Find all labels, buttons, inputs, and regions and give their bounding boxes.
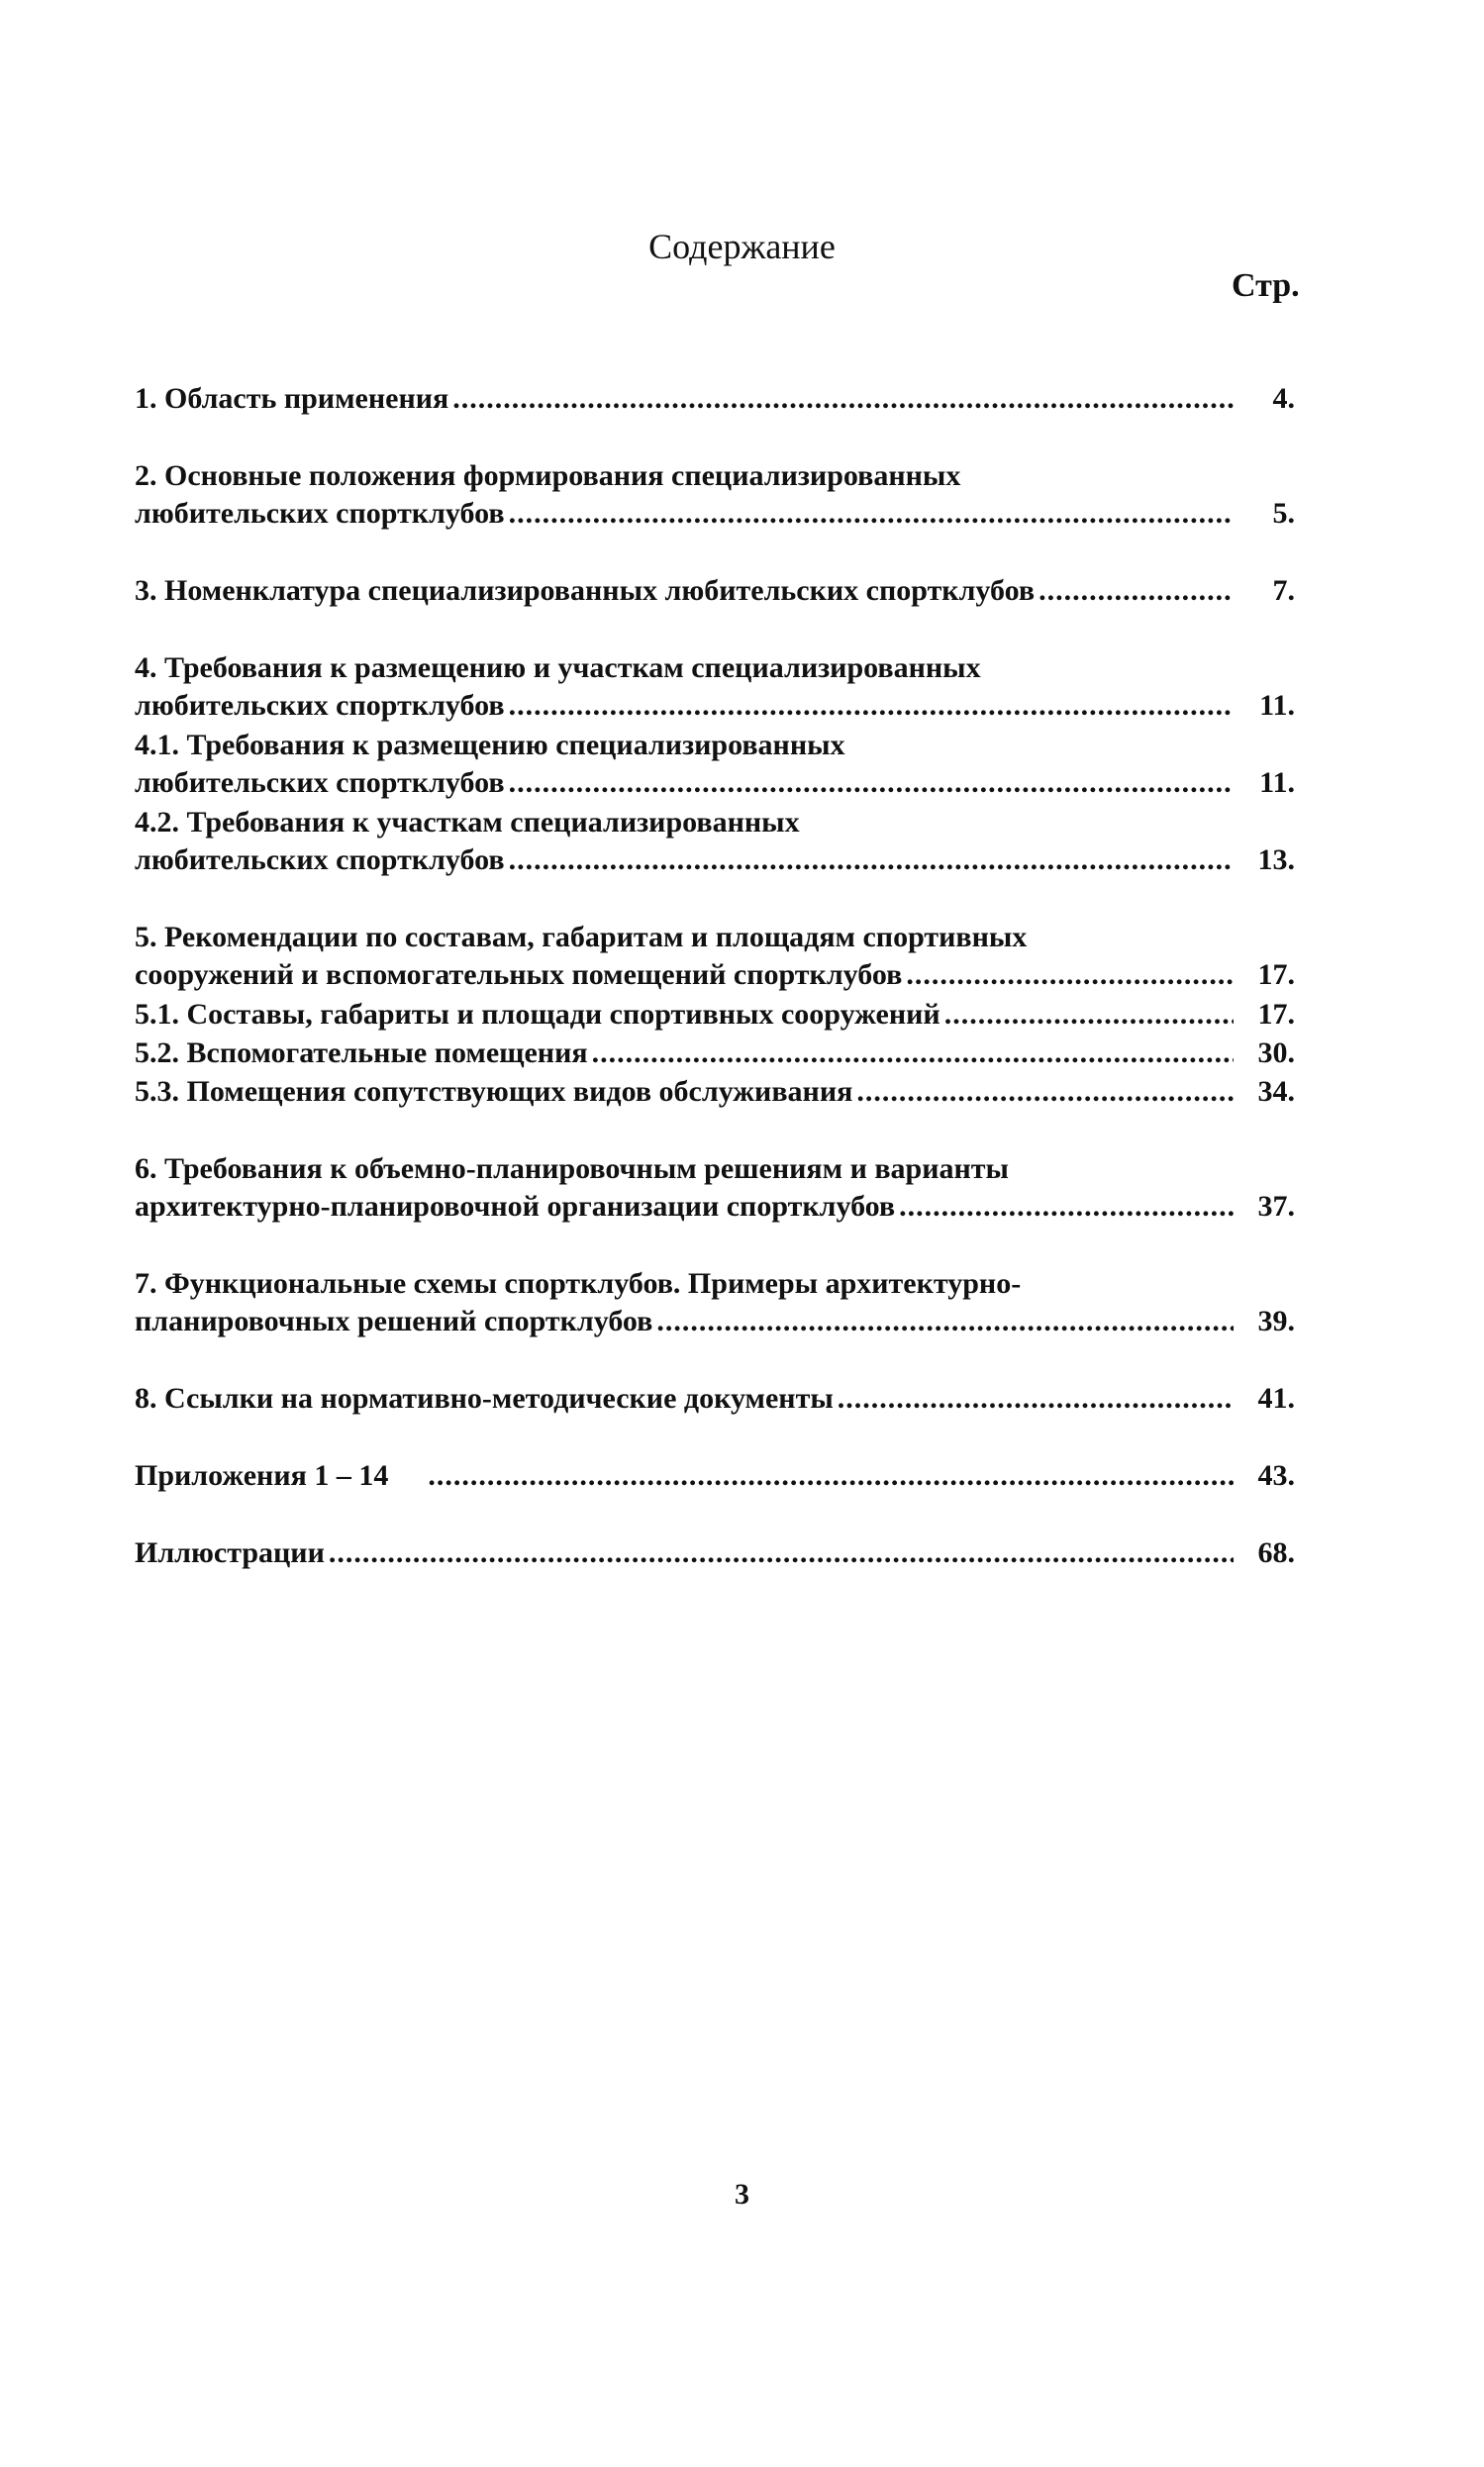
- toc-entry-text: 5. Рекомендации по составам, габаритам и площадям спортивных: [135, 921, 1028, 953]
- toc-entry-4: [135, 649, 1295, 725]
- toc-entry-text: 4. Требования к размещению и участкам специализированных: [135, 651, 981, 684]
- toc-entry-5-3: [135, 1073, 1295, 1111]
- toc-entry-5: [135, 919, 1295, 994]
- toc-entry-appendices: [135, 1457, 1295, 1495]
- toc-entry-8: [135, 1380, 1295, 1418]
- toc-entry-4-2: [135, 804, 1295, 879]
- page-title: Содержание: [648, 227, 836, 266]
- toc-page-ref: 4.: [1272, 382, 1295, 415]
- dot-leader: [856, 1073, 1234, 1111]
- toc-entry-text: 5.1. Составы, габариты и площади спортивных сооружений: [135, 998, 940, 1031]
- dot-leader: [838, 1380, 1234, 1418]
- toc-entry-text: любительских спортклубов: [135, 843, 505, 876]
- toc-entry-text: 2. Основные положения формирования специализированных: [135, 459, 961, 492]
- toc-entry-text: любительских спортклубов: [135, 497, 505, 530]
- toc-entry-text: Приложения 1 – 14: [135, 1459, 389, 1492]
- toc-page-ref: 41.: [1257, 1382, 1295, 1415]
- toc-page-ref: 17.: [1257, 998, 1295, 1031]
- toc-page-ref: 34.: [1257, 1075, 1295, 1108]
- dot-leader: [592, 1035, 1234, 1072]
- dot-leader: [509, 687, 1234, 725]
- toc-entry-1: [135, 380, 1295, 418]
- toc-entry-text: любительских спортклубов: [135, 766, 505, 799]
- toc-entry-text: 5.2. Вспомогательные помещения: [135, 1036, 588, 1069]
- toc-page-ref: 68.: [1257, 1536, 1295, 1569]
- toc-entry-illustrations: [135, 1534, 1295, 1572]
- toc-entry-text: любительских спортклубов: [135, 689, 505, 722]
- dot-leader: [509, 764, 1234, 802]
- toc-page-ref: 17.: [1257, 958, 1295, 991]
- toc-entry-2: [135, 457, 1295, 533]
- dot-leader: [509, 495, 1234, 533]
- toc-page-ref: 39.: [1257, 1305, 1295, 1337]
- toc-page-ref: 43.: [1257, 1459, 1295, 1492]
- toc-entry-6: [135, 1150, 1295, 1226]
- toc-entry-text: планировочных решений спортклубов: [135, 1305, 653, 1337]
- toc-entry-text: 8. Ссылки на нормативно-методические документы: [135, 1382, 834, 1415]
- toc-page-ref: 5.: [1272, 497, 1295, 530]
- toc-page-ref: 11.: [1259, 766, 1295, 799]
- toc-entry-text: 4.2. Требования к участкам специализированных: [135, 806, 800, 839]
- toc-entry-5-2: [135, 1035, 1295, 1072]
- toc-page-ref: 30.: [1257, 1036, 1295, 1069]
- dot-leader: [1039, 572, 1234, 610]
- toc-entry-5-1: [135, 996, 1295, 1034]
- toc-entry-text: 3. Номенклатура специализированных любительских спортклубов: [135, 574, 1036, 607]
- toc-entry-text: сооружений и вспомогательных помещений спортклубов: [135, 958, 903, 991]
- dot-leader: [509, 841, 1234, 879]
- toc-entry-text: архитектурно-планировочной организации спортклубов: [135, 1190, 896, 1223]
- page-number: 3: [735, 2178, 749, 2211]
- toc-page-ref: 7.: [1272, 574, 1295, 607]
- dot-leader: [428, 1457, 1234, 1495]
- dot-leader: [452, 380, 1234, 418]
- toc-page-ref: 37.: [1257, 1190, 1295, 1223]
- toc-entry-7: [135, 1265, 1295, 1340]
- dot-leader: [656, 1303, 1234, 1340]
- toc-page-ref: 13.: [1257, 843, 1295, 876]
- toc-entry-text: Иллюстрации: [135, 1536, 325, 1569]
- toc-entry-4-1: [135, 727, 1295, 802]
- dot-leader: [906, 956, 1234, 994]
- toc-entry-text: 7. Функциональные схемы спортклубов. Примеры архитектурно-: [135, 1267, 1022, 1300]
- dot-leader: [899, 1188, 1234, 1226]
- toc-entry-3: [135, 572, 1295, 610]
- toc-page-ref: 11.: [1259, 689, 1295, 722]
- toc-entry-text: 4.1. Требования к размещению специализированных: [135, 729, 845, 761]
- dot-leader: [329, 1534, 1234, 1572]
- toc-entry-text: 6. Требования к объемно-планировочным решениям и варианты: [135, 1152, 1009, 1185]
- toc-entry-text: 5.3. Помещения сопутствующих видов обслуживания: [135, 1075, 853, 1108]
- toc-entry-text: 1. Область применения: [135, 382, 449, 415]
- page-column-header: Стр.: [1232, 267, 1300, 304]
- dot-leader: [944, 996, 1234, 1034]
